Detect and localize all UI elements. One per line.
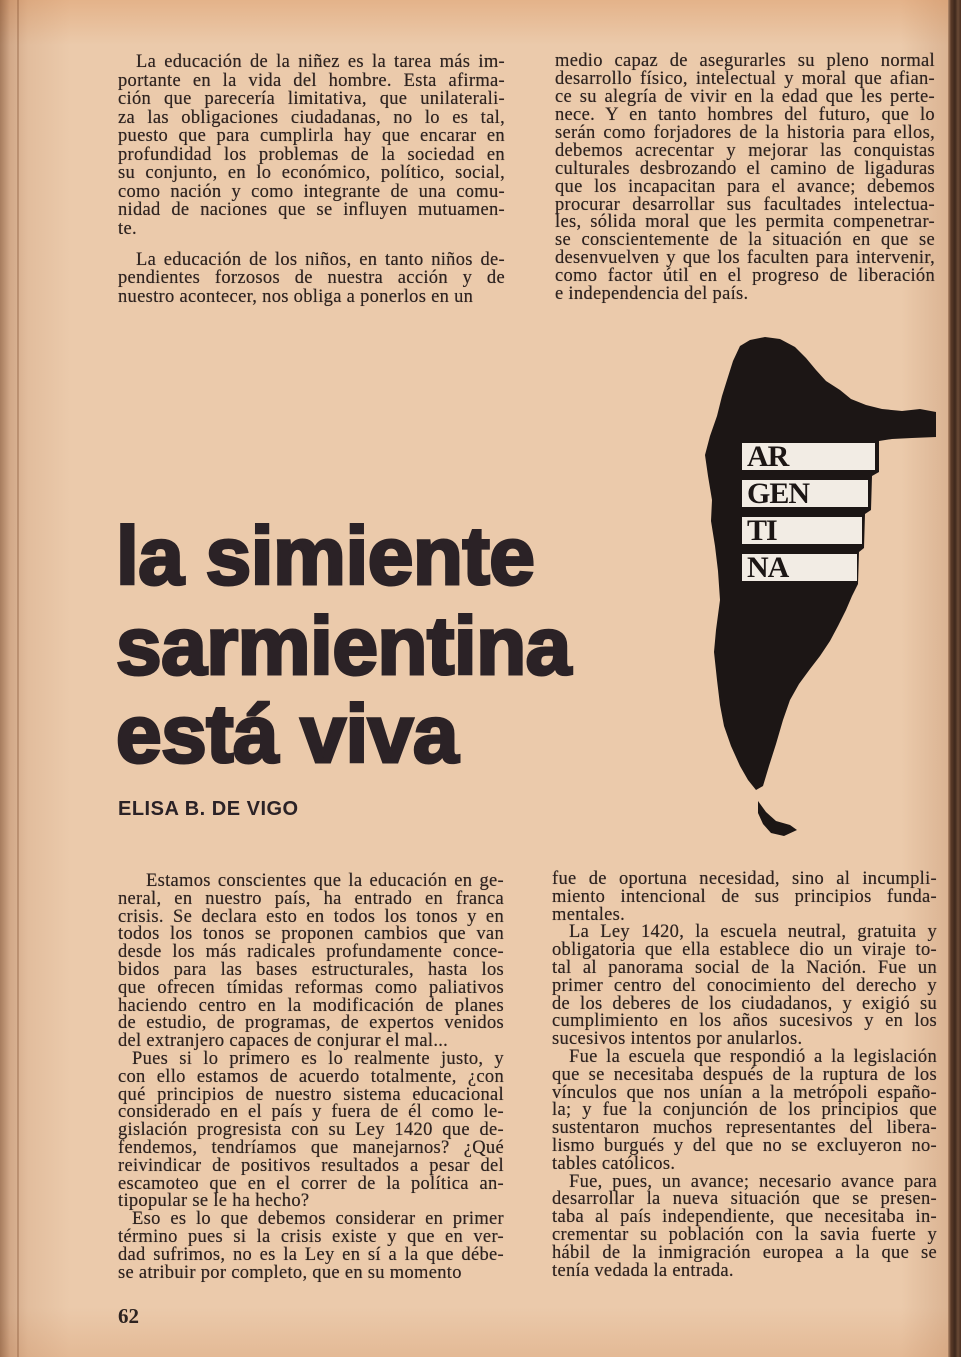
text-line: tables católicos. — [552, 1153, 676, 1174]
article-author: ELISA B. DE VIGO — [118, 798, 299, 820]
text-line: escamoteo que en el correr de la política an- — [118, 1173, 504, 1194]
text-line: tipopular se le ha hecho? — [118, 1191, 310, 1212]
text-line: les, sólida moral que les permita compenetrar- — [555, 212, 935, 233]
argentina-map-illustration — [700, 330, 945, 845]
text-line: za las obligaciones ciudadanas, no lo es tal, — [118, 107, 505, 128]
text-line: fue de oportuna necesidad, sino al incumpli- — [552, 869, 937, 889]
text-line: taba al país independiente, que necesitaba in- — [552, 1207, 937, 1228]
text-line: lismo burgués y del que no se excluyeron no- — [552, 1135, 937, 1156]
text-line: su conjunto, en lo económico, político, social, — [118, 163, 505, 183]
text-line: tenía vedada la entrada. — [552, 1260, 734, 1281]
text-line: medio capaz de asegurarles su pleno normal — [555, 51, 935, 71]
paragraph — [552, 1046, 937, 1174]
text-line: ce su alegría de vivir en la edad que les perte- — [555, 86, 935, 107]
paragraph — [552, 1171, 937, 1281]
text-line: como factor útil en el progreso de liberación — [555, 266, 935, 287]
text-line: mentales. — [552, 904, 626, 925]
text-line: todos los tonos se proponen cambios que van — [118, 924, 504, 945]
text-line: reivindicar de positivos resultados a pesar del — [118, 1155, 504, 1176]
map-label-ar: AR — [747, 440, 789, 473]
paragraph — [118, 1211, 504, 1282]
map-label-ti: TI — [747, 514, 777, 547]
text-line: crementar su población con la savia fuerte y — [552, 1224, 937, 1245]
text-line: se conscientemente de la situación en que se — [555, 230, 935, 251]
page-number: 62 — [118, 1304, 139, 1328]
map-label-na: NA — [747, 551, 789, 584]
text-line: desarrollar la nueva situación que se presen- — [552, 1189, 937, 1210]
text-line: término pues si la crisis existe y que en ver- — [118, 1226, 504, 1247]
text-line: vínculos que nos unían a la metrópoli españo- — [552, 1082, 937, 1103]
text-line: que los incapacitan para el avance; debemos — [555, 176, 935, 197]
text-line: sucesivos intentos por anularlos. — [552, 1029, 803, 1050]
text-line: crisis. Se declara esto en todos los tonos y en — [118, 906, 504, 927]
text-line: como nación y como integrante de una comu- — [118, 181, 505, 202]
text-line: te. — [118, 218, 137, 239]
text-line: dad sufrimos, no es la Ley en sí a la que débe- — [118, 1244, 504, 1265]
paragraph — [118, 873, 504, 1051]
intro-column-left — [118, 53, 505, 306]
paragraph — [552, 924, 937, 1049]
page-right-edge — [948, 0, 961, 1357]
text-line: desde los más radicales profundamente conce- — [118, 942, 504, 963]
text-line: portante en la vida del hombre. Esta afirma- — [118, 70, 505, 91]
text-line: serán como forjadores de la historia para ellos, — [555, 122, 935, 143]
text-line: Estamos conscientes que la educación en ge- — [146, 871, 504, 891]
text-line: nece. Y en tanto hombres del futuro, que lo — [555, 104, 935, 125]
text-line: bidos para las bases estructurales, hasta los — [118, 959, 504, 980]
text-line: nidad de naciones que se influyen mutuamen- — [118, 200, 505, 220]
text-line: haciendo centro en la modificación de planes — [118, 995, 504, 1016]
tierra-del-fuego-shape — [758, 801, 797, 836]
text-line: pendientes forzosos de nuestra acción y de — [118, 268, 505, 288]
text-line: se atribuir por completo, que en su momento — [118, 1262, 462, 1283]
text-line: obligatoria que ella establece dio un viraje to- — [552, 940, 937, 961]
text-line: la; y fue la conjunción de los principios que — [552, 1100, 937, 1121]
text-line: puesto que para cumplirla hay que encarar en — [118, 126, 505, 146]
text-line: desarrollo físico, intelectual y moral que afian- — [555, 68, 935, 89]
text-line: cumplimiento en los años sucesivos y en los — [552, 1011, 937, 1032]
text-line: hábil de la inmigración europea a la que se — [552, 1242, 937, 1263]
text-line: neral, en nuestro país, ha entrado en franca — [118, 888, 504, 909]
paragraph — [555, 53, 935, 304]
binding-shadow-line — [17, 0, 19, 1357]
text-line: Fue la escuela que respondió a la legislación — [569, 1046, 937, 1067]
map-label-gen: GEN — [747, 477, 810, 510]
paragraph — [118, 53, 505, 238]
text-line: sustentaron muchos representantes del libera- — [552, 1118, 937, 1139]
text-line: nuestro acontecer, nos obliga a ponerlos en un — [118, 286, 474, 307]
text-line: fendemos, tendríamos que manejarnos? ¿Qué — [118, 1137, 504, 1158]
text-line: primer centro del conocimiento del derecho y — [552, 975, 937, 996]
text-line: culturales desbrozando el camino de ligaduras — [555, 158, 935, 179]
text-line: La Ley 1420, la escuela neutral, gratuita y — [569, 922, 937, 943]
text-line: La educación de la niñez es la tarea más im- — [136, 52, 505, 72]
body-column-left — [118, 873, 504, 1282]
text-line: con ello estamos de acuerdo totalmente, ¿con — [118, 1066, 504, 1087]
text-line: La educación de los niños, en tanto niños de- — [136, 249, 505, 270]
body-column-right — [552, 871, 937, 1280]
text-line: del extranjero capaces de conjurar el mal... — [118, 1031, 449, 1052]
text-line: qué principios de nuestro sistema educacional — [118, 1084, 504, 1105]
article-title-line-2: sarmientina — [116, 601, 571, 692]
text-line: Eso es lo que debemos considerar en primer — [132, 1209, 504, 1230]
text-line: profundidad los problemas de la sociedad en — [118, 144, 505, 165]
text-line: Fue, pues, un avance; necesario avance para — [569, 1171, 937, 1192]
text-line: que se necesitaba después de la ruptura de los — [552, 1064, 937, 1085]
text-line: de estudio, de programas, de expertos venidos — [118, 1013, 504, 1034]
intro-column-right — [555, 53, 935, 304]
paragraph — [552, 871, 937, 924]
text-line: gislación progresista con su Ley 1420 que de- — [118, 1120, 504, 1141]
article-title-line-3: está viva — [116, 689, 458, 780]
text-line: miento intencional de sus principios funda- — [552, 886, 937, 907]
text-line: ción que parecería limitativa, que unilaterali- — [118, 89, 505, 109]
text-line: tal al panorama social de la Nación. Fue un — [552, 957, 937, 978]
text-line: de los deberes de los ciudadanos, y exigió su — [552, 993, 937, 1014]
text-line: considerado en el país y fuera de él como le- — [118, 1102, 504, 1123]
text-line: debemos acrecentar y mejorar las conquistas — [555, 140, 935, 161]
text-line: e independencia del país. — [555, 284, 749, 305]
text-line: desenvuelven y que los faculten para intervenir, — [555, 248, 935, 269]
paragraph — [118, 1048, 504, 1212]
paragraph — [118, 251, 505, 307]
text-line: que ofrecen tímidas reformas como paliativos — [118, 977, 504, 998]
text-line: procurar desarrollar sus facultades intelectua- — [555, 194, 935, 215]
article-title-line-1: la simiente — [116, 511, 535, 602]
text-line: Pues si lo primero es lo realmente justo, y — [132, 1048, 504, 1069]
